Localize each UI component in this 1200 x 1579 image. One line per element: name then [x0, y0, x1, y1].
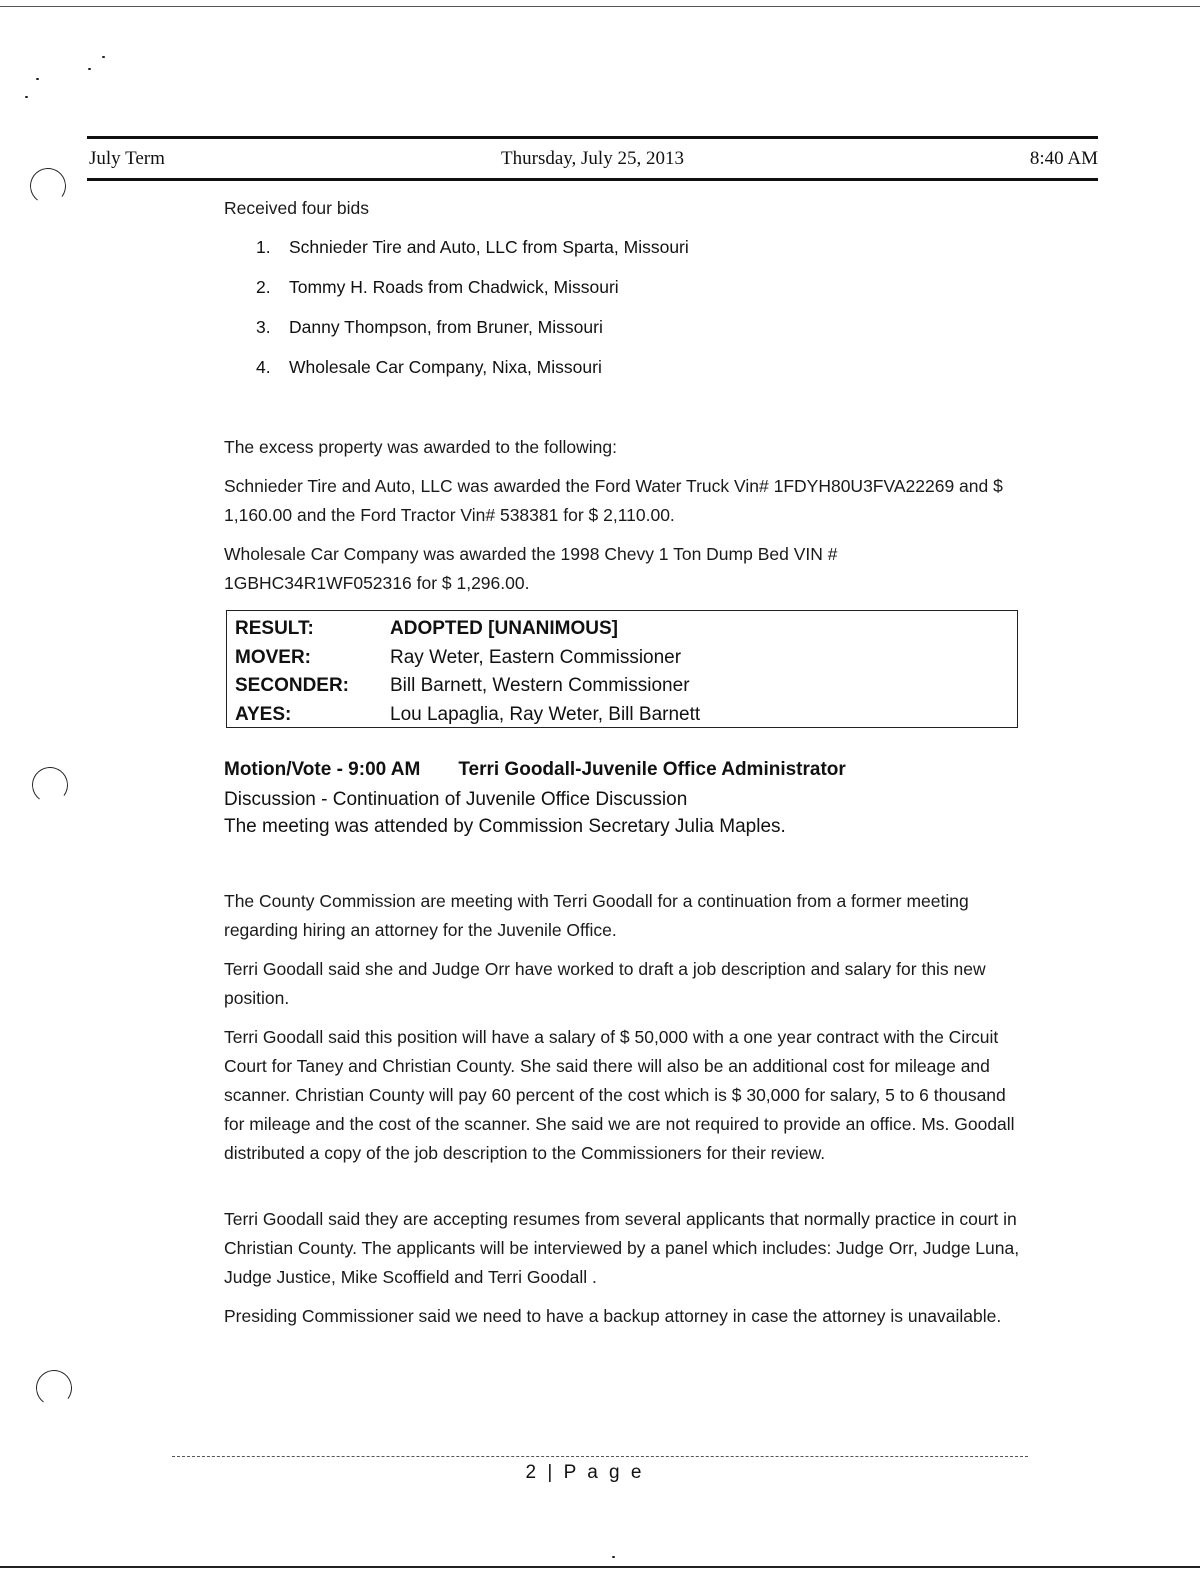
minutes-paragraph: Terri Goodall said she and Judge Orr have worked to draft a job description and salary for this new position.	[224, 959, 986, 1008]
list-item-text: Danny Thompson, from Bruner, Missouri	[289, 317, 603, 337]
page-number: 2 | P a g e	[525, 1462, 645, 1483]
mover-label: MOVER:	[235, 646, 311, 668]
list-item-number: 4.	[256, 357, 271, 377]
seconder-label: SECONDER:	[235, 675, 350, 697]
header-term: July Term	[89, 148, 165, 169]
award-paragraph: Schnieder Tire and Auto, LLC was awarded the Ford Water Truck Vin# 1FDYH80U3FVA22269 and $ 1,160.00 and the Ford Tractor Vin# 538381 for $ 2,110.00.	[224, 476, 1003, 525]
list-item-number: 1.	[256, 237, 271, 257]
ayes-label: AYES:	[235, 703, 292, 725]
list-item-text: Schnieder Tire and Auto, LLC from Sparta, Missouri	[289, 237, 689, 257]
motion-heading	[224, 759, 846, 781]
list-item-number: 2.	[256, 277, 271, 297]
list-item	[256, 313, 689, 353]
scan-speck	[36, 78, 39, 80]
ayes-value: Lou Lapaglia, Ray Weter, Bill Barnett	[390, 703, 701, 725]
scan-speck	[612, 1556, 615, 1558]
punch-hole-mark	[28, 166, 69, 207]
scan-top-edge	[0, 6, 1200, 7]
motion-attended: The meeting was attended by Commission Secretary Julia Maples.	[224, 816, 786, 837]
list-item-number: 3.	[256, 317, 271, 337]
award-intro: The excess property was awarded to the following:	[224, 437, 617, 457]
list-item	[256, 233, 689, 273]
list-item-text: Wholesale Car Company, Nixa, Missouri	[289, 357, 602, 377]
punch-hole-mark	[34, 1368, 75, 1409]
minutes-paragraph: The County Commission are meeting with Terri Goodall for a continuation from a former meeting regarding hiring an attorney for the Juvenile Office.	[224, 891, 969, 940]
table-row	[235, 615, 700, 644]
motion-discussion: Discussion - Continuation of Juvenile Office Discussion	[224, 789, 688, 810]
scan-bottom-edge	[0, 1566, 1200, 1568]
minutes-paragraph: Presiding Commissioner said we need to have a backup attorney in case the attorney is unavailable.	[224, 1306, 1002, 1326]
header-date: Thursday, July 25, 2013	[501, 148, 684, 169]
table-row	[235, 672, 700, 701]
seconder-value: Bill Barnett, Western Commissioner	[390, 675, 690, 697]
table-row	[235, 644, 700, 673]
minutes-paragraph: Terri Goodall said this position will have a salary of $ 50,000 with a one year contract with the Circuit Court for Taney and Christian County. She said there will also be an additional cost for mileage and scanner. Christian County will pay 60 percent of the cost which is $ 30,000 for salary, 5 to 6 thousand for mileage and the cost of the scanner. She said we are not required to provide an office. Ms. Goodall distributed a copy of the job description to the Commissioners for their review.	[224, 1027, 1015, 1163]
minutes-paragraph: Terri Goodall said they are accepting resumes from several applicants that normally practice in court in Christian County. The applicants will be interviewed by a panel which includes: Judge Orr, Judge Luna, Judge Justice, Mike Scoffield and Terri Goodall .	[224, 1209, 1020, 1287]
motion-person: Terri Goodall-Juvenile Office Administrator	[458, 759, 846, 780]
footer-rule	[172, 1456, 1028, 1457]
result-label: RESULT:	[235, 618, 314, 640]
motion-label: Motion/Vote - 9:00 AM	[224, 759, 421, 780]
vote-result-box	[226, 610, 1018, 728]
list-item	[256, 273, 689, 313]
header-time: 8:40 AM	[1029, 148, 1098, 169]
scan-speck	[102, 56, 105, 58]
award-paragraph: Wholesale Car Company was awarded the 1998 Chevy 1 Ton Dump Bed VIN # 1GBHC34R1WF052316 for $ 1,296.00.	[224, 544, 838, 593]
header-rule-top	[87, 136, 1098, 139]
list-item-text: Tommy H. Roads from Chadwick, Missouri	[289, 277, 619, 297]
table-row	[235, 701, 700, 730]
punch-hole-mark	[30, 765, 71, 806]
list-item	[256, 353, 689, 393]
header-rule-bottom	[87, 178, 1098, 181]
mover-value: Ray Weter, Eastern Commissioner	[390, 646, 682, 668]
result-value: ADOPTED [UNANIMOUS]	[390, 618, 618, 640]
scan-speck	[25, 96, 28, 98]
bids-list	[256, 233, 689, 393]
scan-speck	[88, 68, 91, 70]
bids-intro: Received four bids	[224, 198, 369, 218]
vote-result-table	[235, 615, 700, 729]
